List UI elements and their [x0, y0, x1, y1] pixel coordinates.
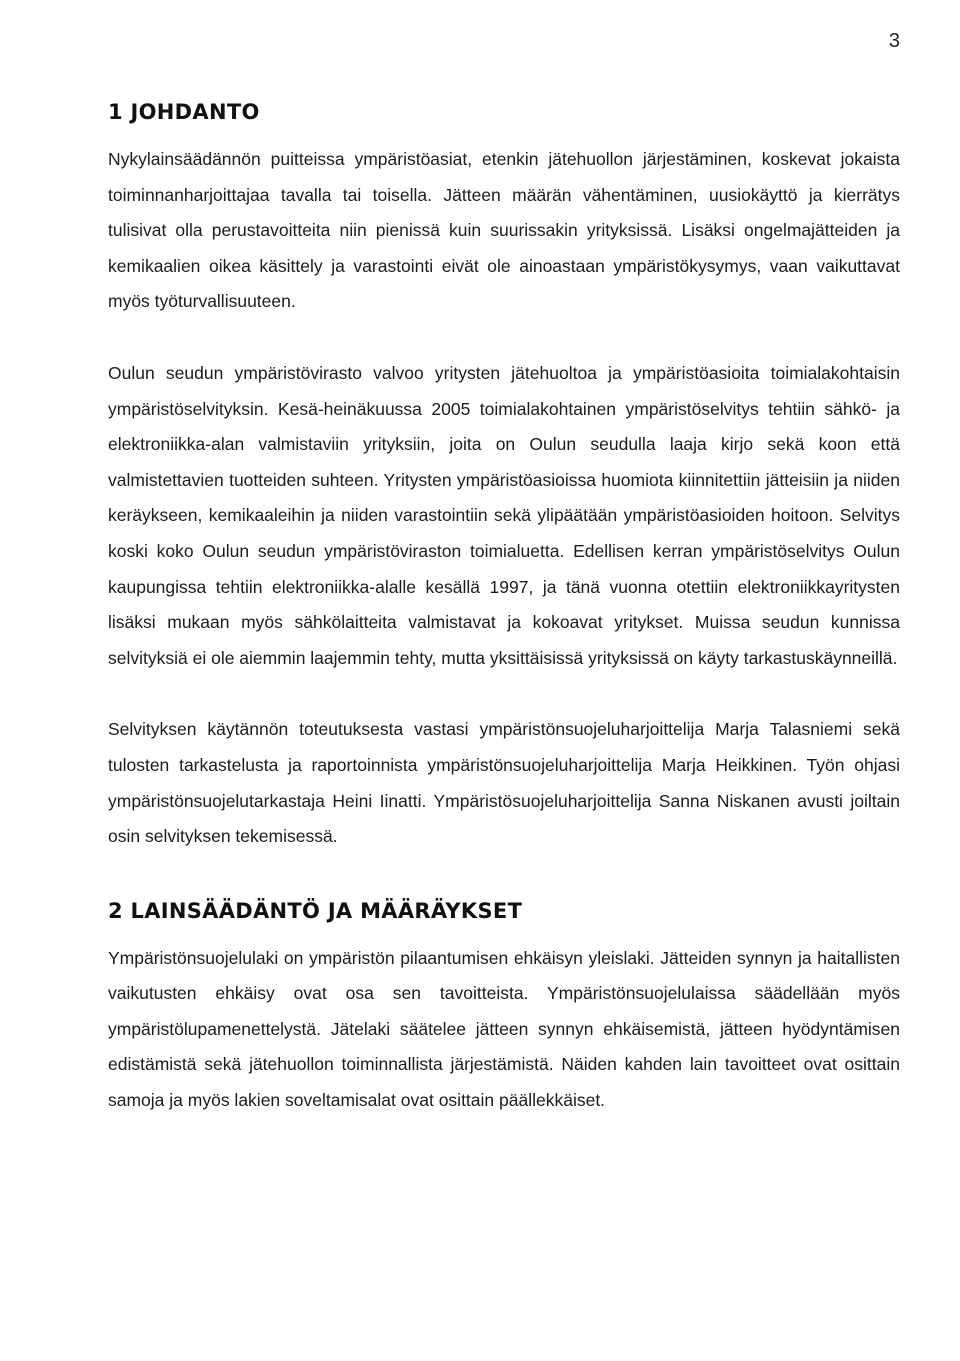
section-heading: 2 LAINSÄÄDÄNTÖ JA MÄÄRÄYKSET	[108, 898, 523, 923]
page-number: 3	[888, 30, 900, 52]
section-lainsaadanto	[108, 899, 900, 1119]
page-content	[108, 100, 900, 1155]
paragraph: Ympäristönsuojelulaki on ympäristön pilaantumisen ehkäisyn yleislaki. Jätteiden synnyn ja haitallisten vaikutusten ehkäisy ovat osa sen tavoitteista. Ympäristönsuojelulaissa säädellään myös ympäristölupamenettelystä. Jätelaki säätelee jätteen synnyn ehkäisemistä, jätteen hyödyntämisen edistämistä sekä jätehuollon toiminnallista järjestämistä. Näiden kahden lain tavoitteet ovat osittain samoja ja myös lakien soveltamisalat ovat osittain päällekkäiset.	[108, 947, 900, 1111]
paragraph: Selvityksen käytännön toteutuksesta vastasi ympäristönsuojeluharjoittelija Marja Talasniemi sekä tulosten tarkastelusta ja raportoinnista ympäristönsuojeluharjoittelija Marja Heikkinen. Työn ohjasi ympäristönsuojelutarkastaja Heini Iinatti. Ympäristösuojeluharjoittelija Sanna Niskanen avusti joiltain osin selvityksen tekemisessä.	[108, 719, 900, 847]
section-johdanto	[108, 100, 900, 855]
section-heading: 1 JOHDANTO	[108, 100, 260, 124]
paragraph: Oulun seudun ympäristövirasto valvoo yritysten jätehuoltoa ja ympäristöasioita toimialakohtaisin ympäristöselvityksin. Kesä-heinäkuussa 2005 toimialakohtainen ympäristöselvitys tehtiin sähkö- ja elektroniikka-alan valmistaviin yrityksiin, joita on Oulun seudulla laaja kirjo sekä koon että valmistettavien tuotteiden suhteen. Yritysten ympäristöasioissa huomiota kiinnitettiin jätteisiin ja niiden keräykseen, kemikaaleihin ja niiden varastointiin sekä ylipäätään ympäristöasioiden hoitoon. Selvitys koski koko Oulun seudun ympäristöviraston toimialuetta. Edellisen kerran ympäristöselvitys Oulun kaupungissa tehtiin elektroniikka-alalle kesällä 1997, ja tänä vuonna otettiin elektroniikkayritysten lisäksi mukaan myös sähkölaitteita valmistavat ja kokoavat yritykset. Muissa seudun kunnissa selvityksiä ei ole aiemmin laajemmin tehty, mutta yksittäisissä yrityksissä on käyty tarkastuskäynneillä.	[108, 362, 900, 668]
paragraph: Nykylainsäädännön puitteissa ympäristöasiat, etenkin jätehuollon järjestäminen, koskevat jokaista toiminnanharjoittajaa tavalla tai toisella. Jätteen määrän vähentäminen, uusiokäyttö ja kierrätys tulisivat olla perustavoitteita niin pienissä kuin suurissakin yrityksissä. Lisäksi ongelmajätteiden ja kemikaalien oikea käsittely ja varastointi eivät ole ainoastaan ympäristökysymys, vaan vaikuttavat myös työturvallisuuteen.	[108, 149, 900, 312]
